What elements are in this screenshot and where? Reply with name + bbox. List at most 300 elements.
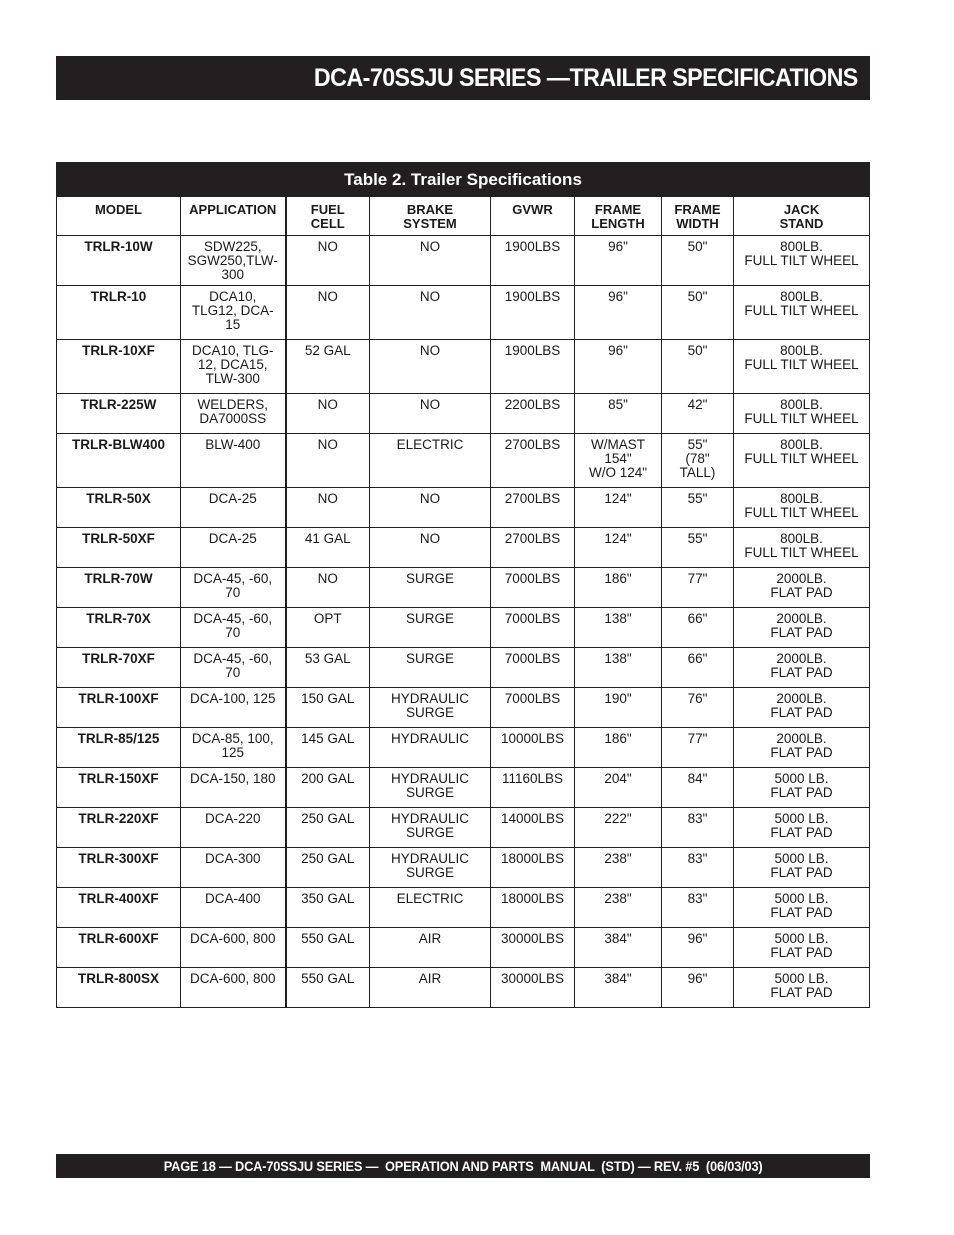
cell-text: 138" bbox=[604, 651, 632, 666]
cell-text: 42" bbox=[687, 397, 708, 412]
cell-text: 550 GAL bbox=[301, 931, 355, 946]
cell-frame-length bbox=[575, 768, 662, 808]
cell-text: 50" bbox=[687, 239, 708, 254]
cell-text: TRLR-220XF bbox=[78, 811, 159, 826]
cell-model bbox=[57, 768, 181, 808]
cell-text: ELECTRIC bbox=[396, 891, 464, 906]
cell-fuel-cell bbox=[286, 434, 370, 488]
cell-text: AIR bbox=[418, 931, 442, 946]
cell-text: 53 GAL bbox=[304, 651, 351, 666]
cell-frame-width bbox=[662, 968, 734, 1008]
column-header-application bbox=[181, 197, 286, 236]
cell-model bbox=[57, 728, 181, 768]
cell-text: SURGE bbox=[405, 651, 454, 666]
cell-gvwr bbox=[491, 236, 575, 286]
cell-frame-width bbox=[662, 728, 734, 768]
cell-frame-width bbox=[662, 528, 734, 568]
cell-text: 10000LBS bbox=[500, 731, 565, 746]
cell-text: DCA-45, -60, 70 bbox=[193, 611, 273, 640]
cell-model bbox=[57, 808, 181, 848]
cell-text: 5000 LB. FLAT PAD bbox=[770, 851, 833, 880]
cell-fuel-cell bbox=[286, 340, 370, 394]
cell-fuel-cell bbox=[286, 528, 370, 568]
cell-frame-length bbox=[575, 608, 662, 648]
cell-text: 7000LBS bbox=[504, 611, 561, 626]
cell-text: DCA-600, 800 bbox=[189, 971, 276, 986]
cell-brake-system bbox=[370, 768, 491, 808]
cell-brake-system bbox=[370, 528, 491, 568]
cell-text: 124" bbox=[604, 491, 632, 506]
cell-text: DCA-25 bbox=[208, 491, 257, 506]
cell-frame-length bbox=[575, 434, 662, 488]
column-header-label: APPLICATION bbox=[189, 202, 277, 217]
cell-model bbox=[57, 608, 181, 648]
cell-model bbox=[57, 888, 181, 928]
column-header-label: GVWR bbox=[512, 202, 553, 217]
column-header-label: MODEL bbox=[95, 202, 142, 217]
cell-gvwr bbox=[491, 286, 575, 340]
cell-text: 14000LBS bbox=[500, 811, 565, 826]
table-row bbox=[57, 928, 870, 968]
cell-application bbox=[181, 808, 286, 848]
table-row bbox=[57, 394, 870, 434]
cell-text: TRLR-70XF bbox=[82, 651, 155, 666]
cell-gvwr bbox=[491, 888, 575, 928]
cell-jack-stand bbox=[734, 928, 870, 968]
cell-text: 7000LBS bbox=[504, 691, 561, 706]
cell-text: 222" bbox=[604, 811, 632, 826]
cell-application bbox=[181, 888, 286, 928]
cell-jack-stand bbox=[734, 236, 870, 286]
cell-text: 384" bbox=[604, 971, 632, 986]
cell-frame-length bbox=[575, 286, 662, 340]
cell-text: 11160LBS bbox=[501, 771, 564, 786]
cell-application bbox=[181, 648, 286, 688]
cell-text: 50" bbox=[687, 289, 708, 304]
cell-jack-stand bbox=[734, 848, 870, 888]
cell-text: TRLR-225W bbox=[80, 397, 157, 412]
cell-text: 2700LBS bbox=[504, 437, 561, 452]
cell-text: 84" bbox=[687, 771, 708, 786]
cell-text: 66" bbox=[687, 611, 708, 626]
cell-text: TRLR-300XF bbox=[78, 851, 159, 866]
cell-model bbox=[57, 488, 181, 528]
cell-jack-stand bbox=[734, 394, 870, 434]
cell-application bbox=[181, 488, 286, 528]
cell-text: 2000LB. FLAT PAD bbox=[770, 651, 833, 680]
cell-application bbox=[181, 928, 286, 968]
cell-frame-length bbox=[575, 528, 662, 568]
cell-frame-length bbox=[575, 488, 662, 528]
cell-text: TRLR-10 bbox=[90, 289, 147, 304]
cell-model bbox=[57, 688, 181, 728]
cell-brake-system bbox=[370, 968, 491, 1008]
cell-jack-stand bbox=[734, 286, 870, 340]
cell-frame-length bbox=[575, 648, 662, 688]
cell-text: 800LB. FULL TILT WHEEL bbox=[744, 343, 859, 372]
cell-fuel-cell bbox=[286, 394, 370, 434]
cell-text: AIR bbox=[418, 971, 442, 986]
cell-text: NO bbox=[419, 289, 441, 304]
cell-text: 2700LBS bbox=[504, 491, 561, 506]
cell-gvwr bbox=[491, 648, 575, 688]
cell-text: 96" bbox=[608, 289, 628, 304]
cell-fuel-cell bbox=[286, 488, 370, 528]
cell-model bbox=[57, 286, 181, 340]
cell-model bbox=[57, 236, 181, 286]
cell-brake-system bbox=[370, 568, 491, 608]
column-header-label: FUEL CELL bbox=[310, 202, 345, 231]
cell-text: 50" bbox=[687, 343, 708, 358]
cell-text: 200 GAL bbox=[301, 771, 355, 786]
cell-text: 30000LBS bbox=[500, 971, 565, 986]
cell-text: 96" bbox=[608, 239, 628, 254]
cell-text: TRLR-70X bbox=[86, 611, 151, 626]
page-header-bar bbox=[56, 56, 870, 100]
cell-fuel-cell bbox=[286, 848, 370, 888]
cell-gvwr bbox=[491, 340, 575, 394]
column-header-label: FRAME LENGTH bbox=[591, 202, 645, 231]
column-header-gvwr bbox=[491, 197, 575, 236]
cell-fuel-cell bbox=[286, 928, 370, 968]
cell-text: NO bbox=[317, 239, 338, 254]
cell-text: 55" bbox=[687, 491, 708, 506]
cell-text: 85" bbox=[608, 397, 628, 412]
cell-jack-stand bbox=[734, 340, 870, 394]
cell-frame-length bbox=[575, 568, 662, 608]
cell-brake-system bbox=[370, 488, 491, 528]
cell-text: 238" bbox=[604, 851, 632, 866]
cell-model bbox=[57, 340, 181, 394]
cell-gvwr bbox=[491, 728, 575, 768]
cell-text: 55" (78" TALL) bbox=[679, 437, 716, 480]
cell-text: 250 GAL bbox=[301, 811, 355, 826]
cell-text: 2000LB. FLAT PAD bbox=[770, 691, 833, 720]
column-header-label: FRAME WIDTH bbox=[674, 202, 721, 231]
cell-frame-width bbox=[662, 608, 734, 648]
cell-brake-system bbox=[370, 286, 491, 340]
cell-text: 384" bbox=[604, 931, 632, 946]
table-row bbox=[57, 528, 870, 568]
cell-brake-system bbox=[370, 394, 491, 434]
cell-text: ELECTRIC bbox=[396, 437, 464, 452]
cell-text: NO bbox=[419, 397, 441, 412]
cell-application bbox=[181, 848, 286, 888]
cell-text: TRLR-400XF bbox=[78, 891, 159, 906]
cell-text: HYDRAULIC SURGE bbox=[390, 691, 469, 720]
cell-model bbox=[57, 848, 181, 888]
cell-frame-length bbox=[575, 968, 662, 1008]
column-header-jack-stand bbox=[734, 197, 870, 236]
column-header-label: JACK STAND bbox=[779, 202, 824, 231]
cell-text: NO bbox=[317, 491, 338, 506]
cell-brake-system bbox=[370, 688, 491, 728]
table-row bbox=[57, 688, 870, 728]
column-header-label: BRAKE SYSTEM bbox=[403, 202, 457, 231]
cell-frame-width bbox=[662, 768, 734, 808]
cell-text: 1900LBS bbox=[504, 289, 561, 304]
cell-text: 41 GAL bbox=[304, 531, 351, 546]
cell-gvwr bbox=[491, 528, 575, 568]
cell-text: TRLR-600XF bbox=[78, 931, 159, 946]
cell-frame-length bbox=[575, 728, 662, 768]
cell-text: 5000 LB. FLAT PAD bbox=[770, 771, 833, 800]
cell-text: DCA-400 bbox=[204, 891, 261, 906]
column-header-model bbox=[57, 197, 181, 236]
cell-application bbox=[181, 394, 286, 434]
cell-text: 124" bbox=[604, 531, 632, 546]
cell-model bbox=[57, 928, 181, 968]
cell-frame-length bbox=[575, 928, 662, 968]
cell-text: SURGE bbox=[405, 611, 454, 626]
cell-brake-system bbox=[370, 434, 491, 488]
cell-gvwr bbox=[491, 968, 575, 1008]
cell-model bbox=[57, 528, 181, 568]
cell-frame-length bbox=[575, 340, 662, 394]
cell-text: 77" bbox=[687, 731, 708, 746]
cell-text: TRLR-50XF bbox=[82, 531, 155, 546]
cell-text: 55" bbox=[687, 531, 708, 546]
cell-gvwr bbox=[491, 688, 575, 728]
cell-text: 550 GAL bbox=[301, 971, 355, 986]
cell-text: 800LB. FULL TILT WHEEL bbox=[744, 397, 859, 426]
cell-frame-length bbox=[575, 688, 662, 728]
cell-application bbox=[181, 286, 286, 340]
cell-text: HYDRAULIC SURGE bbox=[390, 771, 469, 800]
cell-brake-system bbox=[370, 848, 491, 888]
cell-gvwr bbox=[491, 768, 575, 808]
cell-frame-width bbox=[662, 394, 734, 434]
cell-application bbox=[181, 608, 286, 648]
cell-text: DCA-45, -60, 70 bbox=[193, 571, 273, 600]
cell-fuel-cell bbox=[286, 236, 370, 286]
cell-text: 83" bbox=[687, 851, 708, 866]
cell-gvwr bbox=[491, 808, 575, 848]
cell-text: TRLR-10XF bbox=[82, 343, 155, 358]
cell-text: DCA10, TLG12, DCA- 15 bbox=[191, 289, 274, 332]
cell-jack-stand bbox=[734, 648, 870, 688]
cell-jack-stand bbox=[734, 768, 870, 808]
cell-text: NO bbox=[419, 531, 441, 546]
cell-fuel-cell bbox=[286, 768, 370, 808]
cell-fuel-cell bbox=[286, 648, 370, 688]
table-row bbox=[57, 568, 870, 608]
table-header-row bbox=[57, 197, 870, 236]
cell-application bbox=[181, 528, 286, 568]
cell-jack-stand bbox=[734, 728, 870, 768]
cell-text: W/MAST 154" W/O 124" bbox=[588, 437, 648, 480]
cell-text: TRLR-800SX bbox=[77, 971, 160, 986]
cell-brake-system bbox=[370, 236, 491, 286]
cell-text: SURGE bbox=[405, 571, 454, 586]
cell-frame-width bbox=[662, 236, 734, 286]
cell-application bbox=[181, 688, 286, 728]
table-row bbox=[57, 648, 870, 688]
cell-text: DCA-600, 800 bbox=[189, 931, 276, 946]
cell-brake-system bbox=[370, 340, 491, 394]
cell-model bbox=[57, 568, 181, 608]
cell-text: DCA-25 bbox=[208, 531, 257, 546]
cell-text: TRLR-10W bbox=[84, 239, 153, 254]
cell-frame-width bbox=[662, 488, 734, 528]
cell-model bbox=[57, 648, 181, 688]
cell-brake-system bbox=[370, 608, 491, 648]
cell-text: 186" bbox=[604, 731, 632, 746]
cell-jack-stand bbox=[734, 968, 870, 1008]
cell-frame-width bbox=[662, 434, 734, 488]
cell-text: NO bbox=[317, 397, 338, 412]
cell-application bbox=[181, 340, 286, 394]
cell-model bbox=[57, 394, 181, 434]
cell-text: 96" bbox=[687, 931, 708, 946]
cell-frame-width bbox=[662, 848, 734, 888]
table-row bbox=[57, 286, 870, 340]
cell-jack-stand bbox=[734, 888, 870, 928]
cell-text: 238" bbox=[604, 891, 632, 906]
cell-text: 18000LBS bbox=[500, 851, 565, 866]
cell-gvwr bbox=[491, 848, 575, 888]
table-row bbox=[57, 608, 870, 648]
cell-text: TRLR-70W bbox=[84, 571, 153, 586]
cell-text: 350 GAL bbox=[301, 891, 355, 906]
cell-text: BLW-400 bbox=[205, 437, 261, 452]
cell-fuel-cell bbox=[286, 688, 370, 728]
cell-fuel-cell bbox=[286, 808, 370, 848]
cell-jack-stand bbox=[734, 528, 870, 568]
cell-frame-length bbox=[575, 848, 662, 888]
cell-gvwr bbox=[491, 488, 575, 528]
cell-text: NO bbox=[317, 571, 338, 586]
cell-frame-width bbox=[662, 808, 734, 848]
cell-application bbox=[181, 568, 286, 608]
cell-text: 83" bbox=[687, 811, 708, 826]
cell-text: 190" bbox=[604, 691, 632, 706]
cell-text: DCA-85, 100, 125 bbox=[191, 731, 274, 760]
cell-model bbox=[57, 434, 181, 488]
cell-text: 96" bbox=[687, 971, 708, 986]
cell-gvwr bbox=[491, 434, 575, 488]
cell-brake-system bbox=[370, 808, 491, 848]
cell-frame-width bbox=[662, 888, 734, 928]
table-body bbox=[57, 236, 870, 1008]
page-footer-text: PAGE 18 — DCA-70SSJU SERIES — OPERATION AND PARTS MANUAL (STD) — REV. #5 (06/03/03) bbox=[163, 1158, 763, 1174]
table-row bbox=[57, 340, 870, 394]
cell-text: HYDRAULIC SURGE bbox=[390, 811, 469, 840]
cell-text: OPT bbox=[313, 611, 342, 626]
cell-frame-length bbox=[575, 808, 662, 848]
cell-text: TRLR-85/125 bbox=[77, 731, 160, 746]
cell-frame-width bbox=[662, 340, 734, 394]
cell-text: 250 GAL bbox=[301, 851, 355, 866]
cell-text: 1900LBS bbox=[504, 239, 561, 254]
column-header-frame-length bbox=[575, 197, 662, 236]
cell-text: DCA-150, 180 bbox=[189, 771, 276, 786]
cell-text: 800LB. FULL TILT WHEEL bbox=[744, 239, 859, 268]
trailer-spec-table bbox=[56, 162, 870, 1008]
cell-text: NO bbox=[317, 437, 338, 452]
cell-text: DCA-45, -60, 70 bbox=[193, 651, 273, 680]
cell-text: 204" bbox=[604, 771, 632, 786]
cell-text: 5000 LB. FLAT PAD bbox=[770, 891, 833, 920]
cell-frame-length bbox=[575, 888, 662, 928]
column-header-fuel-cell bbox=[286, 197, 370, 236]
cell-text: TRLR-150XF bbox=[78, 771, 159, 786]
cell-text: NO bbox=[419, 491, 441, 506]
cell-text: NO bbox=[317, 289, 338, 304]
table-row bbox=[57, 488, 870, 528]
cell-application bbox=[181, 768, 286, 808]
cell-fuel-cell bbox=[286, 888, 370, 928]
cell-jack-stand bbox=[734, 568, 870, 608]
cell-text: 2700LBS bbox=[504, 531, 561, 546]
cell-text: TRLR-BLW400 bbox=[71, 437, 165, 452]
cell-text: SDW225, SGW250,TLW- 300 bbox=[187, 239, 278, 282]
cell-jack-stand bbox=[734, 688, 870, 728]
cell-text: DCA-100, 125 bbox=[189, 691, 276, 706]
cell-text: 5000 LB. FLAT PAD bbox=[770, 811, 833, 840]
cell-text: HYDRAULIC SURGE bbox=[390, 851, 469, 880]
cell-text: 145 GAL bbox=[301, 731, 355, 746]
cell-text: 7000LBS bbox=[504, 571, 561, 586]
table-row bbox=[57, 728, 870, 768]
cell-frame-width bbox=[662, 688, 734, 728]
cell-jack-stand bbox=[734, 608, 870, 648]
page-title: DCA-70SSJU SERIES —TRAILER SPECIFICATIONS bbox=[314, 63, 858, 92]
cell-brake-system bbox=[370, 888, 491, 928]
cell-text: 66" bbox=[687, 651, 708, 666]
cell-frame-width bbox=[662, 286, 734, 340]
cell-text: NO bbox=[419, 343, 441, 358]
table-row bbox=[57, 808, 870, 848]
cell-application bbox=[181, 434, 286, 488]
cell-text: 2000LB. FLAT PAD bbox=[770, 611, 833, 640]
column-header-frame-width bbox=[662, 197, 734, 236]
cell-text: 30000LBS bbox=[500, 931, 565, 946]
cell-text: 18000LBS bbox=[500, 891, 565, 906]
cell-text: 1900LBS bbox=[504, 343, 561, 358]
cell-text: 800LB. FULL TILT WHEEL bbox=[744, 531, 859, 560]
cell-text: 800LB. FULL TILT WHEEL bbox=[744, 289, 859, 318]
cell-text: DCA10, TLG- 12, DCA15, TLW-300 bbox=[191, 343, 274, 386]
cell-text: 150 GAL bbox=[301, 691, 355, 706]
table-row bbox=[57, 968, 870, 1008]
cell-jack-stand bbox=[734, 808, 870, 848]
cell-text: 76" bbox=[687, 691, 708, 706]
cell-text: 2000LB. FLAT PAD bbox=[770, 731, 833, 760]
cell-frame-length bbox=[575, 236, 662, 286]
cell-brake-system bbox=[370, 728, 491, 768]
cell-text: 83" bbox=[687, 891, 708, 906]
cell-fuel-cell bbox=[286, 608, 370, 648]
cell-text: 138" bbox=[604, 611, 632, 626]
cell-gvwr bbox=[491, 394, 575, 434]
cell-text: 96" bbox=[608, 343, 628, 358]
cell-text: 7000LBS bbox=[504, 651, 561, 666]
page-footer-bar bbox=[56, 1154, 870, 1178]
cell-text: DCA-220 bbox=[204, 811, 261, 826]
cell-fuel-cell bbox=[286, 286, 370, 340]
table-row bbox=[57, 888, 870, 928]
cell-text: DCA-300 bbox=[204, 851, 261, 866]
cell-text: 5000 LB. FLAT PAD bbox=[770, 931, 833, 960]
cell-text: 5000 LB. FLAT PAD bbox=[770, 971, 833, 1000]
cell-text: 52 GAL bbox=[304, 343, 351, 358]
cell-text: 800LB. FULL TILT WHEEL bbox=[744, 491, 859, 520]
column-header-brake-system bbox=[370, 197, 491, 236]
table-caption: Table 2. Trailer Specifications bbox=[57, 163, 870, 197]
table-row bbox=[57, 848, 870, 888]
cell-model bbox=[57, 968, 181, 1008]
